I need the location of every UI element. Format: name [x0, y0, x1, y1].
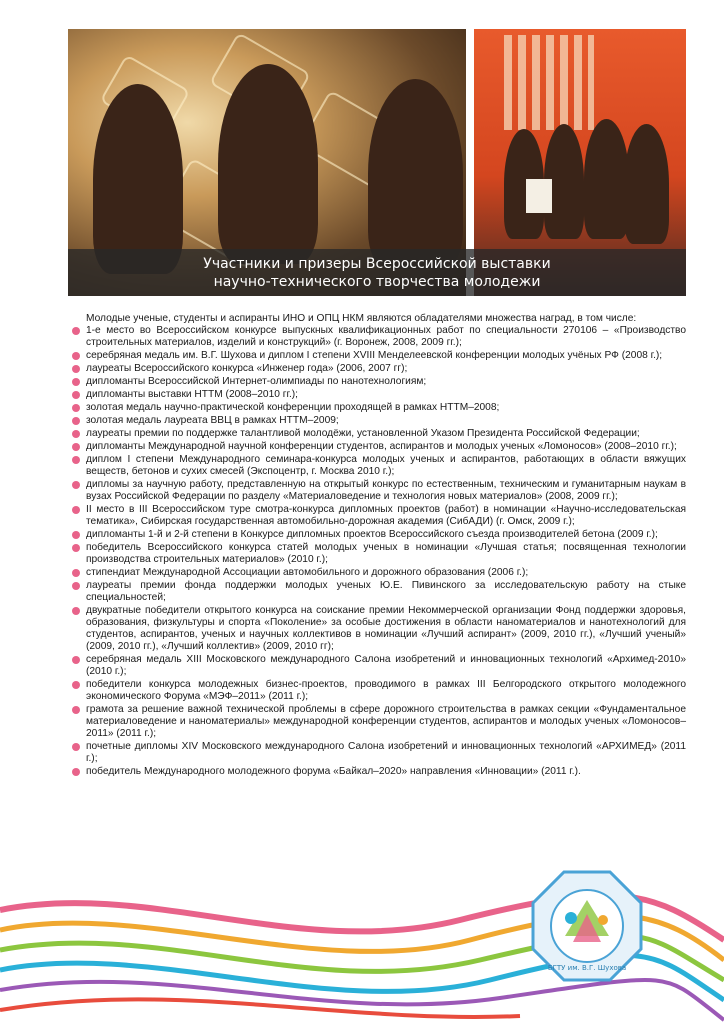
list-item: лауреаты премии фонда поддержки молодых ученых Ю.Е. Пивинского за исследовательскую работу на стыке специальностей; [70, 580, 686, 604]
bullet-icon [72, 365, 80, 373]
bullet-icon [72, 706, 80, 714]
caption-line-1: Участники и призеры Всероссийской выставки [203, 255, 551, 272]
list-item: золотая медаль научно-практической конференции проходящей в рамках НТТМ–2008; [70, 402, 686, 414]
list-item: победитель Всероссийского конкурса статей молодых ученых в номинации «Лучшая статья; посвященная технологии производства строительных материалов» (2010 г.); [70, 542, 686, 566]
bullet-icon [72, 768, 80, 776]
list-item: дипломы за научную работу, представленную на открытый конкурс по естественным, техническим и гуманитарным наукам в вузах Российской Федерации по разделу «Материаловедение и технология новых материалов» (2008, 2009 гг.); [70, 479, 686, 503]
list-item: золотая медаль лауреата ВВЦ в рамках НТТМ–2009; [70, 415, 686, 427]
bullet-icon [72, 404, 80, 412]
list-item: дипломанты 1-й и 2-й степени в Конкурсе дипломных проектов Всероссийского съезда производителей бетона (2009 г.); [70, 529, 686, 541]
list-item: II место в III Всероссийском туре смотра-конкурса дипломных проектов (работ) в номинации «Научно-исследовательская тематика», Сибирская государственная автомобильно-дорожная академия (СибАДИ) (г. Омск, 2009 г.); [70, 504, 686, 528]
bullet-icon [72, 656, 80, 664]
bullet-icon [72, 417, 80, 425]
list-item: лауреаты премии по поддержке талантливой молодёжи, установленной Указом Президента Российской Федерации; [70, 428, 686, 440]
list-item: лауреаты Всероссийского конкурса «Инженер года» (2006, 2007 гг); [70, 363, 686, 375]
bullet-icon [72, 430, 80, 438]
bullet-icon [72, 391, 80, 399]
photo-caption [68, 249, 686, 296]
university-seal [531, 870, 643, 982]
list-item: диплом I степени Международного семинара-конкурса молодых ученых и аспирантов, работающих в области вяжущих веществ, бетонов и сухих смесей (Экспоцентр, г. Москва 2010 г.); [70, 454, 686, 478]
bullet-icon [72, 456, 80, 464]
list-item: стипендиат Международной Ассоциации автомобильного и дорожного образования (2006 г.); [70, 567, 686, 579]
bullet-icon [72, 378, 80, 386]
list-item: дипломанты выставки НТТМ (2008–2010 гг.); [70, 389, 686, 401]
bullet-icon [72, 531, 80, 539]
caption-line-2: научно-технического творчества молодежи [213, 273, 541, 290]
bullet-icon [72, 681, 80, 689]
bullet-icon [72, 481, 80, 489]
bullet-icon [72, 607, 80, 615]
bullet-icon [72, 743, 80, 751]
list-item: серебряная медаль XIII Московского международного Салона изобретений и инновационных технологий «Архимед-2010» (2010 г.); [70, 654, 686, 678]
list-item: победитель Международного молодежного форума «Байкал–2020» направления «Инновации» (2011 г.). [70, 766, 686, 778]
bullet-icon [72, 582, 80, 590]
nttm-logo [504, 35, 594, 130]
bullet-icon [72, 443, 80, 451]
bullet-icon [72, 327, 80, 335]
seal-text: БГТУ им. В.Г. Шухова [547, 964, 627, 972]
bullet-icon [72, 544, 80, 552]
bullet-icon [72, 569, 80, 577]
awards-list [70, 325, 686, 779]
awards-intro: Молодые ученые, студенты и аспиранты ИНО и ОПЦ НКМ являются обладателями множества наград, в том числе: [86, 313, 637, 324]
list-item: дипломанты Международной научной конференции студентов, аспирантов и молодых ученых «Ломоносов» (2008–2010 гг.); [70, 441, 686, 453]
list-item: победители конкурса молодежных бизнес-проектов, проводимого в рамках III Белгородского открытого молодежного экономического Форума «МЭФ–2011» (2011 г.); [70, 679, 686, 703]
diploma-in-hand [526, 179, 552, 213]
list-item: 1-е место во Всероссийском конкурсе выпускных квалификационных работ по специальности 270106 – «Производство строительных материалов, изделий и конструкций» (г. Воронеж, 2008, 2009 гг.); [70, 325, 686, 349]
list-item: дипломанты Всероссийской Интернет-олимпиады по нанотехнологиям; [70, 376, 686, 388]
list-item: почетные дипломы XIV Московского международного Салона изобретений и инновационных технологий «АРХИМЕД» (2011 г.); [70, 741, 686, 765]
bullet-icon [72, 352, 80, 360]
list-item: грамота за решение важной технической проблемы в сфере дорожного строительства в рамках секции «Фундаментальное материаловедение и наноматериалы» международной конференции студентов, аспирантов и молодых ученых «Ломоносов–2011» (2011 г.); [70, 704, 686, 740]
list-item: двукратные победители открытого конкурса на соискание премии Некоммерческой организации Фонд поддержки здоровья, образования, физкультуры и спорта «Поколение» за особые достижения в области наноматериалов и нанотехнологий для студентов, аспирантов, ученых и научных коллективов в номинации «Лучший аспирант» (2009, 2010 гг.), «Лучший ученый» (2009, 2010 гг.), «Лучший коллектив» (2009, 2010 гг); [70, 605, 686, 653]
bullet-icon [72, 506, 80, 514]
list-item: серебряная медаль им. В.Г. Шухова и диплом I степени XVIII Менделеевской конференции молодых учёных РФ (2008 г.); [70, 350, 686, 362]
